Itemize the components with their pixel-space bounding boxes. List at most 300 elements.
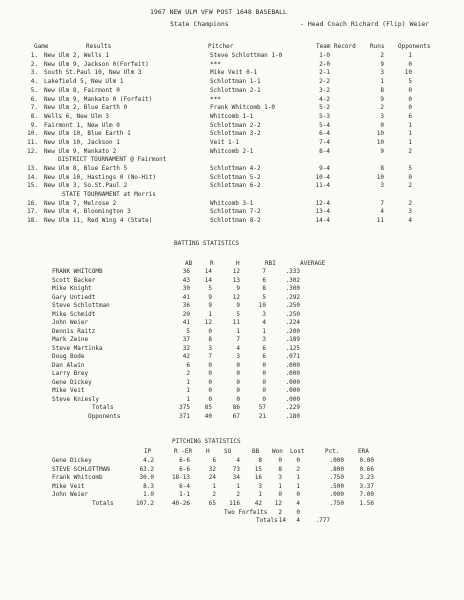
batting-stat-rbi: 6 <box>262 353 266 360</box>
batting-stat-avg: .224 <box>285 319 300 326</box>
game-number: 11. <box>27 139 38 146</box>
game-pitcher: Schlottman 2-2 <box>210 121 261 129</box>
batting-stat-h: 12 <box>232 268 240 275</box>
game-number: 4. <box>30 78 38 86</box>
game-pitcher: Whitcomb 3-1 <box>210 199 254 207</box>
batting-stat-ab: 6 <box>186 361 190 369</box>
batting-stat-rbi: 4 <box>262 319 266 326</box>
batting-col-header: AVERAGE <box>300 260 326 267</box>
game-runs: 9 <box>380 95 384 103</box>
pitching-stat-era: 0.66 <box>359 465 374 473</box>
batting-totals-label: Totals <box>92 404 114 411</box>
game-pitcher: Schlottman 8-2 <box>210 216 261 224</box>
game-pitcher: Schlottman 2-1 <box>210 86 261 94</box>
batting-stat-r: 12 <box>204 319 212 326</box>
pitching-stat-h: 32 <box>208 465 216 473</box>
game-result: Lakefield 5, New Ulm 1 <box>44 78 124 86</box>
subtitle-coach: - Head Coach Richard (Flip) Weier <box>300 20 430 28</box>
batting-stat-h: 11 <box>232 319 240 326</box>
batting-stat-rbi: 3 <box>262 336 266 343</box>
game-number: 5. <box>30 86 38 94</box>
game-pitcher: *** <box>210 60 221 68</box>
batting-stat-avg: .333 <box>285 268 300 275</box>
batting-stat-ab: 41 <box>182 319 190 326</box>
game-number: 6. <box>30 95 38 103</box>
batting-stat-ab: 1 <box>186 395 190 403</box>
batting-stat-r: 5 <box>208 285 212 292</box>
col-opponents: Opponents <box>398 43 431 50</box>
pitching-stat-ip: 8.3 <box>143 482 154 490</box>
batting-player-name: Mark Zeine <box>52 336 89 343</box>
pitching-stat-so: 34 <box>232 474 240 482</box>
pitching-stat-h: 1 <box>212 482 216 490</box>
batting-stat-h: 7 <box>236 336 240 343</box>
batting-stat-h: 1 <box>236 327 240 335</box>
batting-stat-rbi: 8 <box>262 285 266 292</box>
game-opponents: 0 <box>408 60 412 68</box>
pitching-stat-bb: 1 <box>258 491 262 499</box>
game-pitcher: Schlottman 1-1 <box>210 78 261 86</box>
page-title: 1967 NEW ULM VFW POST 1648 BASEBALL <box>150 8 287 16</box>
batting-stat-rbi: 0 <box>262 361 266 369</box>
batting-stat-r: 14 <box>204 276 212 284</box>
batting-player-name: John Weier <box>52 319 89 326</box>
pitching-stat-r_er: 1-1 <box>179 491 190 499</box>
batting-col-header: H <box>236 260 240 267</box>
game-runs: 10 <box>376 139 384 146</box>
pitching-stat-bb: 15 <box>254 465 262 473</box>
batting-stat-avg: .000 <box>285 395 300 403</box>
game-opponents: 0 <box>408 173 412 181</box>
batting-stat-rbi: 1 <box>262 327 266 335</box>
batting-stat-h: 9 <box>236 302 240 309</box>
pitching-stat-l: 1 <box>296 482 300 490</box>
pitching-stat-so: 1 <box>236 482 240 490</box>
game-pitcher: Schlottman 7-2 <box>210 208 261 216</box>
game-number: 17. <box>27 208 38 216</box>
game-number: 14. <box>27 173 38 181</box>
pitching-stat-h: 2 <box>212 491 216 499</box>
pitching-stat-ip: 63.2 <box>139 465 154 473</box>
batting-stat-rbi: 6 <box>262 276 266 284</box>
batting-opp-avg: .180 <box>285 412 300 420</box>
pitching-stat-bb: 16 <box>254 474 262 482</box>
batting-stat-h: 12 <box>232 293 240 301</box>
batting-opp-ab: 371 <box>179 412 190 420</box>
game-number: 1. <box>30 52 38 59</box>
game-runs: 10 <box>376 130 384 138</box>
batting-player-name: Mike Schmidt <box>52 310 96 318</box>
batting-stat-ab: 20 <box>182 310 190 318</box>
game-runs: 7 <box>380 199 384 207</box>
pitching-total-l: 4 <box>296 500 300 507</box>
pitching-total-ip: 107.2 <box>135 500 154 507</box>
pitching-stat-ip: 30.0 <box>139 474 154 482</box>
batting-opp-rbi: 21 <box>258 412 266 420</box>
col-game: Game <box>34 43 49 50</box>
game-opponents: 5 <box>408 78 412 86</box>
game-record: 11-4 <box>315 182 330 190</box>
game-opponents: 3 <box>408 208 412 216</box>
pitching-stat-r_er: 6-4 <box>179 482 190 490</box>
batting-stat-rbi: 3 <box>262 310 266 318</box>
batting-player-name: Mike Knight <box>52 285 92 292</box>
batting-stat-ab: 1 <box>186 387 190 394</box>
game-opponents: 2 <box>408 182 412 190</box>
pitcher-name: Frank Whitcomb <box>52 474 103 482</box>
game-record: 3-2 <box>319 86 330 94</box>
game-runs: 3 <box>380 69 384 77</box>
pitching-col-header: Won <box>272 448 283 455</box>
pitching-stat-era: 7.00 <box>359 491 374 499</box>
game-number: 7. <box>30 104 38 112</box>
pitching-stat-h: 24 <box>208 474 216 482</box>
game-number: 2. <box>30 60 38 68</box>
pitcher-name: John Weier <box>52 491 89 499</box>
batting-stat-h: 0 <box>236 395 240 403</box>
subtitle-champions: State Champions <box>170 20 229 28</box>
batting-player-name: Gary Untiedt <box>52 293 96 301</box>
game-pitcher: Whitcomb 2-1 <box>210 147 254 155</box>
game-pitcher: Veit 1-1 <box>210 139 239 146</box>
batting-stat-ab: 30 <box>182 285 190 292</box>
pitching-stat-bb: 3 <box>258 482 262 490</box>
game-number: 10. <box>27 130 38 138</box>
game-result: New Ulm 10, Jackson 1 <box>44 139 120 146</box>
pitching-stat-l: 1 <box>296 474 300 482</box>
game-pitcher: Schlottman 4-2 <box>210 164 261 172</box>
pitching-stat-w: 0 <box>278 457 282 464</box>
grand-totals-pct: .777 <box>315 517 330 525</box>
pitching-stat-pct: .500 <box>329 482 344 490</box>
game-number: 9. <box>30 121 38 129</box>
game-opponents: 1 <box>408 130 412 138</box>
game-runs: 8 <box>380 86 384 94</box>
forfeits-lost: 0 <box>296 508 300 516</box>
batting-stat-ab: 36 <box>182 302 190 309</box>
pitching-col-header: R -ER <box>174 448 193 455</box>
batting-stat-ab: 43 <box>182 276 190 284</box>
game-result: New Ulm 3, So.St.Paul 2 <box>44 182 128 190</box>
forfeits-won: 2 <box>278 508 282 516</box>
batting-stat-h: 3 <box>236 353 240 360</box>
pitching-title: PITCHING STATISTICS <box>172 438 241 445</box>
batting-stat-avg: .292 <box>285 293 300 301</box>
batting-stat-r: 0 <box>208 370 212 377</box>
game-record: 12-4 <box>315 199 330 207</box>
col-results: Results <box>86 43 112 50</box>
pitching-total-pct: .750 <box>329 500 344 507</box>
batting-stat-h: 0 <box>236 370 240 377</box>
batting-total-r: 85 <box>204 404 212 411</box>
game-result: New Ulm 9, Mankato 0 (Forfeit) <box>44 95 153 103</box>
game-result: New Ulm 8, Blue Earth 5 <box>44 164 128 172</box>
game-number: 12. <box>27 147 38 155</box>
batting-stat-r: 9 <box>208 302 212 309</box>
game-result: New Ulm 10, Blue Earth 1 <box>44 130 131 138</box>
game-opponents: 0 <box>408 86 412 94</box>
game-opponents: 1 <box>408 52 412 59</box>
game-opponents: 6 <box>408 112 412 120</box>
batting-player-name: FRANK WHITCOMB <box>52 268 103 275</box>
pitching-total-r_er: 40-26 <box>171 500 190 507</box>
pitching-stat-so: 73 <box>232 465 240 473</box>
batting-stat-h: 0 <box>236 361 240 369</box>
pitching-stat-ip: 1.0 <box>143 491 154 499</box>
batting-stat-r: 0 <box>208 361 212 369</box>
pitching-stat-r_er: 6-6 <box>179 465 190 473</box>
game-record: 6-4 <box>319 130 330 138</box>
grand-totals-lost: 4 <box>296 517 300 525</box>
game-opponents: 5 <box>408 164 412 172</box>
batting-col-header: AB <box>185 260 193 267</box>
batting-player-name: Dan Alwin <box>52 361 85 369</box>
batting-stat-avg: .000 <box>285 370 300 377</box>
batting-opp-r: 40 <box>204 412 212 420</box>
pitching-stat-era: 3.37 <box>359 482 374 490</box>
game-result: New Ulm 10, Hastings 0 (No-Hit) <box>44 173 156 181</box>
game-record: 8-4 <box>319 147 330 155</box>
game-record: 4-2 <box>319 95 330 103</box>
pitching-stat-era: 0.00 <box>359 457 374 464</box>
game-runs: 2 <box>380 104 384 112</box>
batting-player-name: Larry Brey <box>52 370 89 377</box>
game-record: 10-4 <box>315 173 330 181</box>
forfeits-label: Two Forfeits <box>224 508 268 516</box>
batting-stat-h: 0 <box>236 378 240 386</box>
batting-stat-ab: 32 <box>182 344 190 352</box>
batting-stat-ab: 1 <box>186 378 190 386</box>
game-number: 16. <box>27 199 38 207</box>
game-record: 5-2 <box>319 104 330 112</box>
batting-stat-r: 8 <box>208 336 212 343</box>
batting-stat-avg: .071 <box>285 353 300 360</box>
pitching-stat-r_er: 6-6 <box>179 457 190 464</box>
batting-player-name: Steve Kniesly <box>52 395 99 403</box>
pitching-stat-w: 8 <box>278 465 282 473</box>
pitching-stat-so: 2 <box>236 491 240 499</box>
pitching-stat-r_er: 18-13 <box>171 474 190 482</box>
pitching-stat-pct: .000 <box>329 491 344 499</box>
pitching-stat-pct: .750 <box>329 474 344 482</box>
batting-stat-avg: .250 <box>285 310 300 318</box>
pitching-stat-l: 0 <box>296 491 300 499</box>
pitcher-name: STEVE SCHLOTTMAN <box>52 465 110 473</box>
game-number: 8. <box>30 112 38 120</box>
batting-stat-rbi: 10 <box>258 302 266 309</box>
batting-stat-r: 0 <box>208 327 212 335</box>
batting-stat-h: 0 <box>236 387 240 394</box>
batting-stat-r: 0 <box>208 387 212 394</box>
pitching-stat-pct: .000 <box>329 457 344 464</box>
game-pitcher: Schlottman 6-2 <box>210 182 261 190</box>
pitching-total-so: 116 <box>229 500 240 507</box>
batting-stat-rbi: 0 <box>262 395 266 403</box>
batting-stat-rbi: 0 <box>262 387 266 394</box>
game-runs: 11 <box>376 216 384 224</box>
game-opponents: 0 <box>408 95 412 103</box>
batting-stat-ab: 5 <box>186 327 190 335</box>
game-opponents: 4 <box>408 216 412 224</box>
pitching-stat-ip: 4.2 <box>143 457 154 464</box>
game-opponents: 2 <box>408 199 412 207</box>
game-pitcher: *** <box>210 95 221 103</box>
pitching-stat-w: 0 <box>278 491 282 499</box>
game-number: 15. <box>27 182 38 190</box>
game-result: Wells 6, New Ulm 3 <box>44 112 110 120</box>
game-pitcher: Schlottman 5-2 <box>210 173 261 181</box>
grand-totals-label: Totals <box>256 517 278 525</box>
batting-total-rbi: 57 <box>258 404 266 411</box>
game-runs: 9 <box>380 147 384 155</box>
batting-stat-ab: 2 <box>186 370 190 377</box>
game-number: 3. <box>30 69 38 77</box>
batting-total-ab: 375 <box>179 404 190 411</box>
game-result: New Ulm 9, Jackson 0(Forfeit) <box>44 60 149 68</box>
pitching-stat-w: 3 <box>278 474 282 482</box>
batting-opp-h: 67 <box>232 412 240 420</box>
game-pitcher: Mike Veit 0-1 <box>210 69 257 77</box>
pitching-totals-label: Totals <box>92 500 114 507</box>
batting-player-name: Gene Dickey <box>52 378 92 386</box>
game-result: Fairmont 1, New Ulm 0 <box>44 121 120 129</box>
pitching-stat-so: 4 <box>236 457 240 464</box>
pitching-stat-era: 3.23 <box>359 474 374 482</box>
batting-stat-avg: .250 <box>285 302 300 309</box>
game-runs: 4 <box>380 208 384 216</box>
game-record: 9-4 <box>319 164 330 172</box>
game-record: 13-4 <box>315 208 330 216</box>
pitching-col-header: BB <box>252 448 260 455</box>
batting-stat-r: 1 <box>208 310 212 318</box>
batting-stat-avg: .000 <box>285 361 300 369</box>
batting-player-name: Doug Bode <box>52 353 85 360</box>
batting-player-name: Steve Schlottman <box>52 302 110 309</box>
batting-stat-h: 13 <box>232 276 240 284</box>
batting-stat-rbi: 0 <box>262 378 266 386</box>
pitching-stat-l: 0 <box>296 457 300 464</box>
batting-stat-rbi: 5 <box>262 293 266 301</box>
game-record: 5-4 <box>319 121 330 129</box>
game-result: New Ulm 7, Melrose 2 <box>44 199 117 207</box>
batting-stat-h: 4 <box>236 344 240 352</box>
batting-stat-r: 3 <box>208 344 212 352</box>
batting-player-name: Scott Backer <box>52 276 96 284</box>
batting-title: BATTING STATISTICS <box>174 240 240 247</box>
district-heading: DISTRICT TOURNAMENT @ Fairmont <box>58 156 167 164</box>
batting-stat-avg: .000 <box>285 387 300 394</box>
pitching-stat-w: 1 <box>278 482 282 490</box>
pitching-total-w: 12 <box>274 500 282 507</box>
pitching-stat-h: 6 <box>212 457 216 464</box>
game-pitcher: Schlottman 3-2 <box>210 130 261 138</box>
pitching-stat-bb: 8 <box>258 457 262 464</box>
game-opponents: 2 <box>408 147 412 155</box>
game-runs: 3 <box>380 112 384 120</box>
pitching-col-header: IP <box>144 448 152 455</box>
batting-total-avg: .229 <box>285 404 300 411</box>
col-pitcher: Pitcher <box>208 43 234 50</box>
batting-total-h: 86 <box>232 404 240 411</box>
batting-stat-r: 14 <box>204 268 212 275</box>
pitching-col-header: Lost <box>290 448 305 455</box>
game-runs: 8 <box>380 164 384 172</box>
batting-stat-r: 9 <box>208 293 212 301</box>
game-opponents: 1 <box>408 121 412 129</box>
pitching-stat-l: 2 <box>296 465 300 473</box>
batting-opponents-label: Opponents <box>88 412 121 420</box>
game-record: 7-4 <box>319 139 330 146</box>
pitching-col-header: SO <box>224 448 232 455</box>
game-record: 2-0 <box>319 60 330 68</box>
batting-stat-avg: .200 <box>285 327 300 335</box>
game-result: South St.Paul 10, New Ulm 3 <box>44 69 142 77</box>
game-record: 1-0 <box>319 52 330 59</box>
game-result: New Ulm 4, Bloomington 3 <box>44 208 131 216</box>
pitching-col-header: Pct. <box>325 448 340 455</box>
state-heading: STATE TOURNAMENT at Morris <box>62 191 156 198</box>
game-result: New Ulm 2, Blue Earth 0 <box>44 104 128 112</box>
pitching-total-bb: 42 <box>254 500 262 507</box>
col-runs: Runs <box>370 43 385 50</box>
batting-player-name: Steve Martinka <box>52 344 103 352</box>
grand-totals-won: 14 <box>278 517 286 525</box>
game-record: 2-2 <box>319 78 330 86</box>
batting-stat-avg: .302 <box>285 276 300 284</box>
batting-player-name: Dennis Raitz <box>52 327 96 335</box>
game-result: New Ulm 11, Red Wing 4 (State) <box>44 216 153 224</box>
batting-player-name: Mike Veit <box>52 387 85 394</box>
batting-stat-rbi: 0 <box>262 370 266 377</box>
batting-stat-avg: .000 <box>285 378 300 386</box>
pitcher-name: Gene Dickey <box>52 457 92 464</box>
game-result: New Ulm 9, Mankato 2 <box>44 147 117 155</box>
batting-stat-rbi: 6 <box>262 344 266 352</box>
game-number: 13. <box>27 164 38 172</box>
batting-stat-r: 0 <box>208 395 212 403</box>
batting-stat-avg: .125 <box>285 344 300 352</box>
batting-col-header: RBI <box>265 260 276 267</box>
pitching-total-h: 65 <box>208 500 216 507</box>
batting-stat-r: 7 <box>208 353 212 360</box>
pitching-col-header: ERA <box>358 448 369 455</box>
game-record: 2-1 <box>319 69 330 77</box>
batting-stat-avg: .189 <box>285 336 300 343</box>
game-runs: 9 <box>380 60 384 68</box>
pitching-total-era: 1.56 <box>359 500 374 507</box>
batting-stat-ab: 41 <box>182 293 190 301</box>
game-pitcher: Steve Schlottman 1-0 <box>210 52 283 59</box>
game-opponents: 0 <box>408 104 412 112</box>
game-record: 5-3 <box>319 112 330 120</box>
batting-col-header: R <box>210 260 214 267</box>
game-opponents: 10 <box>404 69 412 77</box>
game-pitcher: Whitcomb 1-1 <box>210 112 254 120</box>
batting-stat-avg: .300 <box>285 285 300 292</box>
game-record: 14-4 <box>315 216 330 224</box>
pitching-col-header: H <box>206 448 210 455</box>
batting-stat-ab: 36 <box>182 268 190 275</box>
batting-stat-ab: 42 <box>182 353 190 360</box>
batting-stat-h: 5 <box>236 310 240 318</box>
batting-stat-rbi: 7 <box>262 268 266 275</box>
game-pitcher: Frank Whitcomb 1-0 <box>210 104 276 112</box>
pitcher-name: Mike Veit <box>52 482 85 490</box>
game-runs: 3 <box>380 182 384 190</box>
col-record: Team Record <box>316 43 356 50</box>
game-runs: 1 <box>380 78 384 86</box>
batting-stat-r: 0 <box>208 378 212 386</box>
